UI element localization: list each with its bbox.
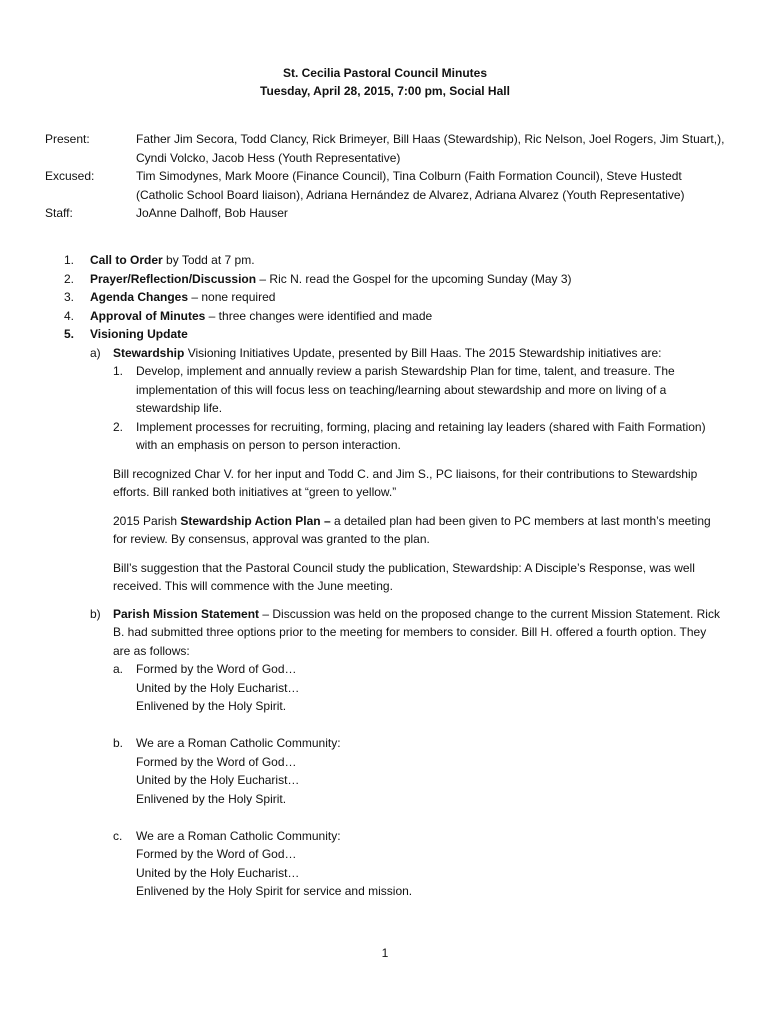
item-number: 3.: [64, 290, 75, 304]
item-text: – none required: [188, 290, 276, 304]
initiative-text: Develop, implement and annually review a parish Stewardship Plan for time, talent, and treasure. The implementation of this will focus less on teaching/learning about stewardship and more on living of a stewardship life.: [136, 364, 675, 415]
agenda-item: [64, 251, 724, 270]
item-heading: Approval of Minutes: [90, 308, 206, 323]
stewardship-section: [90, 344, 724, 455]
option-line: Enlivened by the Holy Spirit.: [136, 699, 287, 713]
page-number: 1: [381, 946, 389, 960]
action-plan-heading: Stewardship Action Plan –: [180, 513, 331, 528]
present-label: Present:: [45, 132, 90, 146]
initiative-number: 2.: [113, 419, 124, 434]
recognition-paragraph: Bill recognized Char V. for her input and Todd C. and Jim S., PC liaisons, for their contributions to Stewardship efforts. Bill ranked both initiatives at “green to yellow.”: [113, 466, 698, 499]
item-heading: Prayer/Reflection/Discussion: [90, 271, 257, 286]
initiative-item: [113, 362, 724, 418]
item-number: 5.: [64, 327, 75, 341]
mission-statement-section: [90, 605, 724, 901]
item-heading: Visioning Update: [90, 327, 188, 341]
option-line: United by the Holy Eucharist…: [136, 773, 300, 787]
agenda-outline: [64, 251, 724, 901]
option-letter: a.: [113, 662, 124, 676]
initiatives-list: [113, 362, 724, 455]
section-intro: – Discussion was held on the proposed change to the current Mission Statement. Rick B. had submitted three options prior to the meeting for members to consider. Bill H. offered a fourth option. They are as follows:: [113, 606, 720, 658]
item-heading: Call to Order: [90, 253, 163, 267]
staff-list: JoAnne Dalhoff, Bob Hauser: [136, 206, 288, 220]
attendance-block: [45, 130, 735, 223]
item-text: – Ric N. read the Gospel for the upcoming Sunday (May 3): [256, 271, 572, 286]
option-letter: b.: [113, 736, 124, 750]
staff-row: [45, 204, 735, 223]
excused-list: Tim Simodynes, Mark Moore (Finance Council), Tina Colburn (Faith Formation Council), Steve Hustedt (Catholic School Board liaison), Adriana Hernández de Alvarez, Adriana Alvarez (Youth Representative): [136, 169, 685, 202]
option-line: United by the Holy Eucharist…: [136, 865, 300, 880]
action-plan-paragraph: [113, 512, 724, 549]
action-plan-prefix: 2015 Parish: [113, 513, 181, 528]
section-letter: b): [90, 606, 101, 621]
initiative-number: 1.: [113, 364, 124, 378]
initiative-text: Implement processes for recruiting, forming, placing and retaining lay leaders (shared with Faith Formation) with an emphasis on person to person interaction.: [136, 419, 706, 452]
agenda-item: [64, 270, 724, 289]
option-line: Formed by the Word of God…: [136, 754, 297, 769]
mission-options: [113, 660, 724, 901]
document-title: St. Cecilia Pastoral Council Minutes: [282, 66, 488, 80]
item-number: 1.: [64, 253, 75, 267]
meeting-date-line: Tuesday, April 28, 2015, 7:00 pm, Social Hall: [260, 84, 510, 98]
present-list: Father Jim Secora, Todd Clancy, Rick Brimeyer, Bill Haas (Stewardship), Ric Nelson, Joel Rogers, Jim Stuart,), Cyndi Volcko, Jacob Hess (Youth Representative): [136, 132, 725, 165]
item-text: by Todd at 7 pm.: [162, 253, 255, 267]
agenda-item: [64, 307, 724, 326]
present-row: [45, 130, 735, 167]
section-intro: Visioning Initiatives Update, presented by Bill Haas. The 2015 Stewardship initiatives are:: [184, 345, 662, 360]
action-plan-text: a detailed plan had been given to PC members at last month’s meeting for review. By consensus, approval was granted to the plan.: [113, 513, 711, 546]
option-line: Formed by the Word of God…: [136, 662, 297, 676]
initiative-item: [113, 418, 724, 455]
item-heading: Agenda Changes: [90, 290, 189, 304]
excused-label: Excused:: [45, 169, 95, 183]
option-line: Formed by the Word of God…: [136, 847, 297, 861]
section-letter: a): [90, 345, 101, 360]
option-letter: c.: [113, 828, 123, 843]
excused-row: [45, 167, 735, 204]
item-text: – three changes were identified and made: [205, 308, 433, 323]
option-line: United by the Holy Eucharist…: [136, 680, 300, 695]
mission-option-b: [113, 734, 724, 808]
item-number: 4.: [64, 308, 75, 323]
section-heading: Stewardship: [113, 345, 185, 360]
staff-label: Staff:: [45, 206, 73, 220]
suggestion-paragraph: Bill’s suggestion that the Pastoral Council study the publication, Stewardship: A Disciple’s Response, was well received. This will commence with the June meeting.: [113, 560, 695, 593]
mission-option-c: [113, 827, 724, 901]
agenda-item: [64, 288, 724, 307]
option-line: We are a Roman Catholic Community:: [136, 736, 341, 750]
option-line: Enlivened by the Holy Spirit.: [136, 791, 287, 806]
section-heading: Parish Mission Statement: [113, 606, 260, 621]
agenda-item: [64, 325, 724, 344]
item-number: 2.: [64, 271, 75, 286]
option-line: We are a Roman Catholic Community:: [136, 828, 341, 843]
mission-option-a: [113, 660, 724, 716]
option-line: Enlivened by the Holy Spirit for service and mission.: [136, 884, 413, 898]
